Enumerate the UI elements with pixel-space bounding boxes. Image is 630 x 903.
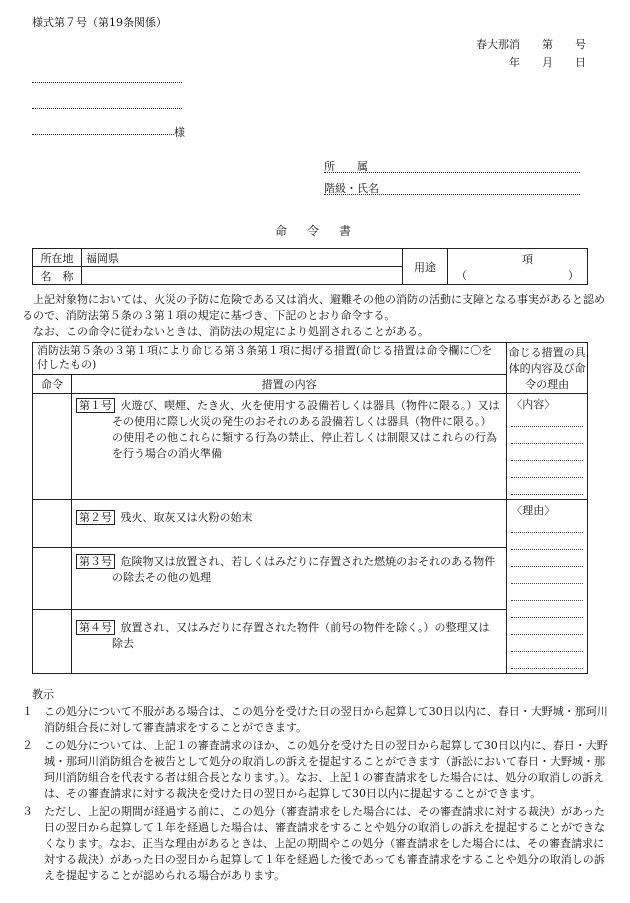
notice-list xyxy=(22,704,608,884)
recipient-line-3[interactable] xyxy=(32,134,174,135)
rank-name-label: 階級・氏名 xyxy=(324,182,379,195)
measure-no-3: 第３号 xyxy=(76,554,115,569)
reason-line[interactable] xyxy=(511,567,583,584)
reason-line[interactable] xyxy=(511,618,583,635)
paren-open: （ xyxy=(456,268,467,282)
notice-item-3 xyxy=(22,804,608,884)
reason-line[interactable] xyxy=(511,516,583,533)
content-line[interactable] xyxy=(511,461,583,478)
reason-line[interactable] xyxy=(511,635,583,652)
reason-line[interactable] xyxy=(511,601,583,618)
order-col-header: 命令 xyxy=(33,375,72,394)
content-line[interactable] xyxy=(511,410,583,427)
measure-no-2: 第２号 xyxy=(76,510,115,525)
usage-label: 用途 xyxy=(403,249,448,285)
notice-text-2: この処分については、上記１の審査請求のほか、この処分を受けた日の翌日から起算して30日以内に、春日・大野城・那珂川消防組合を被告として処分の取消しの訴えを提起することができます（訴訟において春日・大野城・那珂川消防組合を代表する者は組合長となります。）。なお、上記１の審査請求をした場合には、処分の取消しの訴えは、その審査請求に対する裁決を受けた日の翌日から起算して30日以内に提起することができます。 xyxy=(44,739,608,800)
order-checkbox-3[interactable] xyxy=(33,548,72,610)
content-line[interactable] xyxy=(511,444,583,461)
measure-row-4 xyxy=(72,610,507,674)
notice-num-2: ２ xyxy=(22,739,33,752)
measures-header-right: 命じる措置の具体的内容及び命令の理由 xyxy=(507,343,588,394)
content-line[interactable] xyxy=(511,427,583,444)
order-checkbox-2[interactable] xyxy=(33,500,72,548)
location-label: 所在地 xyxy=(33,249,82,267)
location-value[interactable]: 福岡県 xyxy=(82,249,403,267)
measures-header-left: 消防法第５条の３第１項により命じる第３条第１項に掲げる措置(命じる措置は命令欄に〇を付したもの) xyxy=(33,343,507,375)
recipient-suffix: 様 xyxy=(174,126,185,139)
content-col-header: 措置の内容 xyxy=(72,375,507,394)
rank-name-field[interactable] xyxy=(324,194,580,195)
name-label: 名 称 xyxy=(33,267,82,285)
item-label: 項 xyxy=(522,252,533,266)
measures-table xyxy=(32,342,588,674)
document-title: 命 令 書 xyxy=(274,224,355,238)
order-checkbox-1[interactable] xyxy=(33,394,72,500)
target-info-table xyxy=(32,248,588,285)
notice-text-3: ただし、上記の期間が経過する前に、この処分（審査請求をした場合には、その審査請求に対する裁決）があった日の翌日から起算して１年を経過した場合は、審査請求をすることや処分の取消しの訴えを提起することができなくなります。なお、正当な理由があるときは、上記の期間やこの処分（審査請求をした場合には、その審査請求に対する裁決）があった日の翌日から起算して１年を経過した後であっても審査請求をすることや処分の取消しの訴えを提起することが認められる場合があります。 xyxy=(44,805,605,882)
notice-heading: 教示 xyxy=(32,688,54,701)
measure-text-2: 残火、取灰又は火粉の始末 xyxy=(120,511,253,524)
form-id: 様式第７号（第19条関係） xyxy=(32,16,167,29)
content-label: 〈内容〉 xyxy=(511,398,556,411)
content-line[interactable] xyxy=(511,478,583,495)
issue-date: 年 月 日 xyxy=(509,56,586,69)
recipient-line-1[interactable] xyxy=(32,82,182,83)
affiliation-label: 所 属 xyxy=(324,160,368,173)
reason-line[interactable] xyxy=(511,584,583,601)
notice-num-3: ３ xyxy=(22,805,33,818)
affiliation-field[interactable] xyxy=(324,172,580,173)
intro-paragraph: 上記対象物においては、火災の予防に危険である又は消火、避難その他の消防の活動に支障となる事実があると認めるので、消防法第５条の３第１項の規定に基づき、下記のとおり命令する。 xyxy=(22,293,605,322)
intro-note: なお、この命令に従わないときは、消防法の規定により処罰されることがある。 xyxy=(33,325,429,338)
reason-label: 〈理由〉 xyxy=(511,504,556,517)
notice-item-2 xyxy=(22,738,608,802)
document-number: 春大那消 第 号 xyxy=(476,38,586,51)
reason-area[interactable] xyxy=(507,500,588,674)
usage-cell[interactable] xyxy=(448,249,588,285)
notice-item-1 xyxy=(22,704,608,736)
measure-text-3: 危険物又は放置され、若しくはみだりに存置された燃焼のおそれのある物件の除去その他の処理 xyxy=(112,555,496,584)
measure-no-4: 第４号 xyxy=(76,620,115,635)
reason-line[interactable] xyxy=(511,652,583,669)
content-area[interactable] xyxy=(507,394,588,500)
measure-row-3 xyxy=(72,548,507,610)
notice-text-1: この処分について不服がある場合は、この処分を受けた日の翌日から起算して30日以内に、春日・大野城・那珂川消防組合長に対して審査請求をすることができます。 xyxy=(44,705,608,734)
recipient-line-2[interactable] xyxy=(32,108,182,109)
name-value[interactable] xyxy=(82,267,403,285)
measure-no-1: 第１号 xyxy=(76,398,115,413)
reason-line[interactable] xyxy=(511,550,583,567)
measure-text-1: 火遊び、喫煙、たき火、火を使用する設備若しくは器具（物件に限る。）又はその使用に際し火災の発生のおそれのある設備若しくは器具（物件に限る。）の使用その他これらに類する行為の禁止、停止若しくは制限又はこれらの行為を行う場合の消火準備 xyxy=(112,399,500,460)
paren-close: ） xyxy=(568,268,579,282)
measure-row-2 xyxy=(72,500,507,548)
reason-line[interactable] xyxy=(511,533,583,550)
measure-row-1 xyxy=(72,394,507,500)
notice-num-1: １ xyxy=(22,705,33,718)
measure-text-4: 放置され、又はみだりに存置された物件（前号の物件を除く。）の整理又は除去 xyxy=(112,621,490,650)
order-checkbox-4[interactable] xyxy=(33,610,72,674)
